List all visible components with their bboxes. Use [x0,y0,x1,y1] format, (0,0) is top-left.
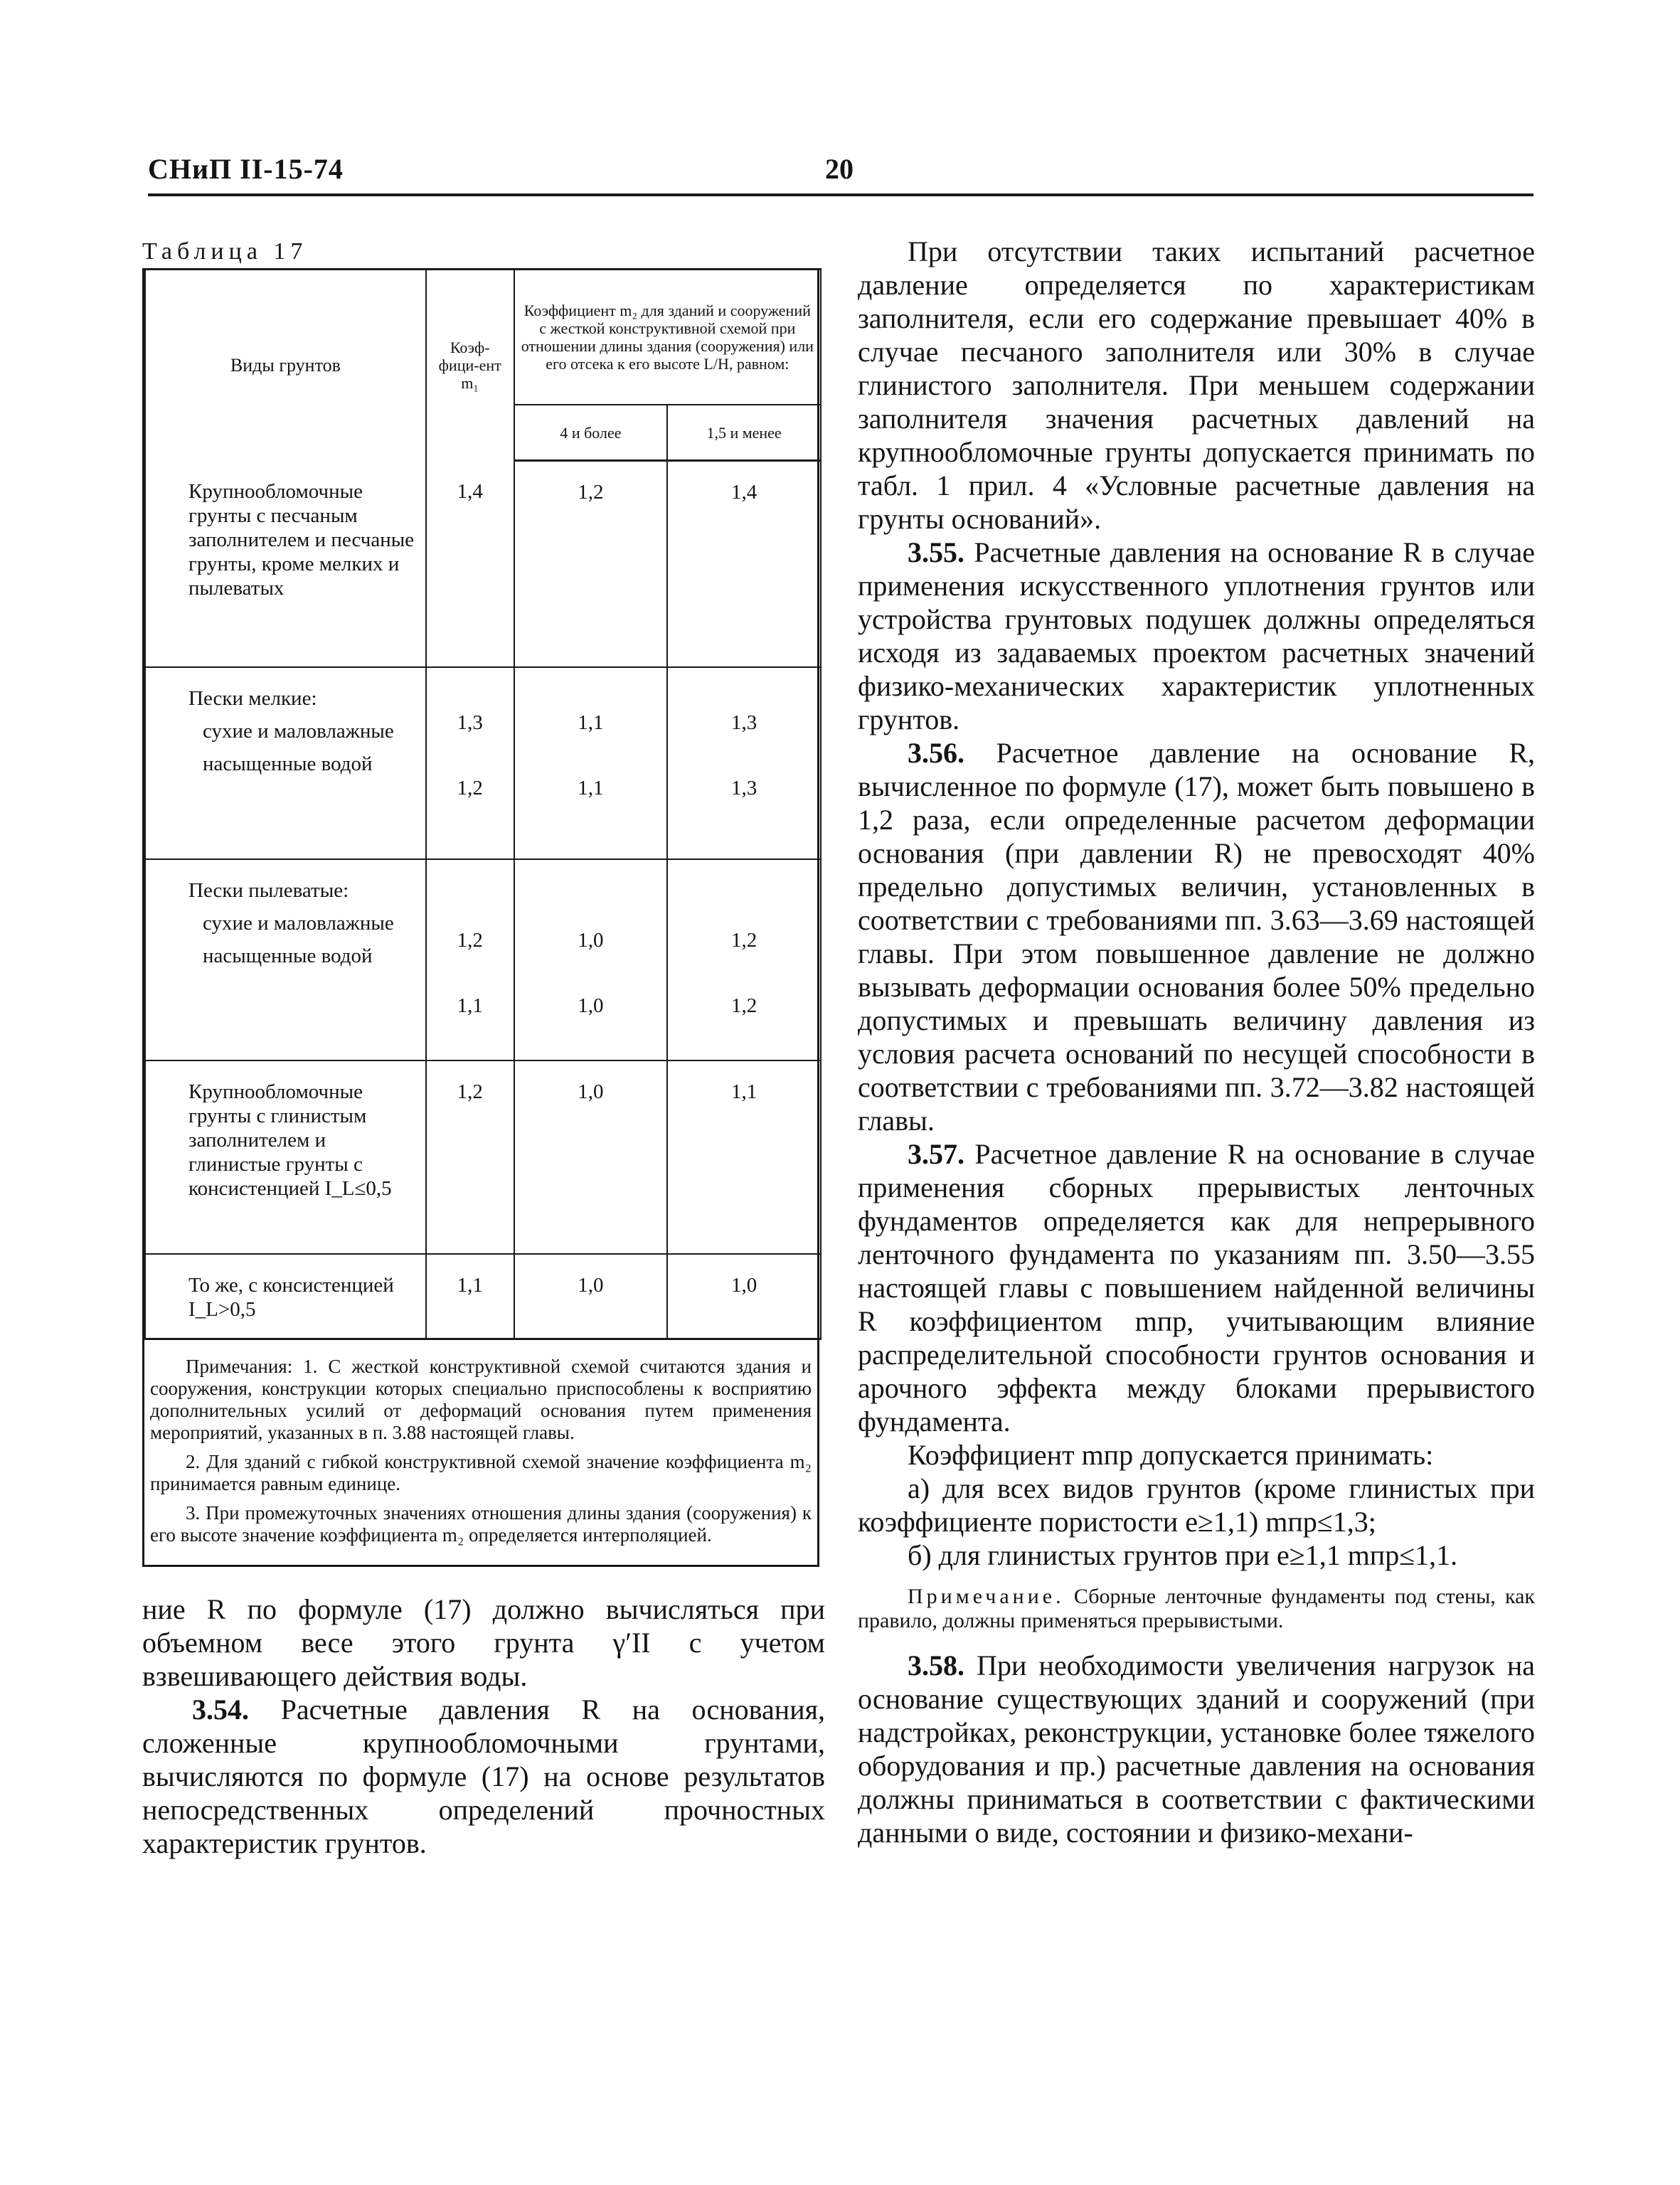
header-m1: Коэф-фици-ент m₁ [426,270,514,461]
row-sub-dry: сухие и маловлажные [203,911,394,935]
row-m2-4-dry: 1,1 [578,711,604,734]
header-m2: Коэффициент m₂ для зданий и сооружений с жесткой конструктивной схемой при отношении длины здания (сооружения) или его отсека к его высоте L/H, равном: [514,270,821,405]
row-kind: Пески мелкие: [188,686,317,710]
table-note-2: 2. Для зданий с гибкой конструктивной схемой значение коэффициента m₂ принимается равным единице. [150,1451,812,1494]
row-sub-saturated: насыщенные водой [203,752,373,775]
row-kind: Пески пылеватые: [188,878,349,902]
row-m2-15: 1,0 [667,1254,821,1339]
row-kind: То же, с консистенцией I_L>0,5 [145,1254,426,1339]
right-item-a: а) для всех видов грунтов (кроме глинистых при коэффициенте пористости e≥1,1) mпр≤1,3; [858,1472,1535,1538]
row-m1-saturated: 1,1 [457,994,483,1017]
section-3-56 [858,736,1535,1137]
right-note [858,1585,1535,1633]
soil-coefficients-table [144,268,822,1340]
table-row [145,1254,821,1339]
row-m2-4: 1,0 [514,1254,668,1339]
table-frame [142,268,819,1567]
section-number: 3.56. [908,737,964,769]
section-text: Расчетные давления на основание R в случае применения искусственного уплотнения грунтов или устройства грунтовых подушек должны определяться исходя из задаваемых проектом расчетных значений физико-механических характеристик уплотненных грунтов. [858,536,1535,735]
table-notes [144,1356,817,1546]
table-row [145,667,821,859]
page-header [148,152,1528,195]
section-number: 3.54. [192,1694,249,1726]
document-code: СНиП II-15-74 [148,153,344,185]
note-text: Сборные ленточные фундаменты под стены, как правило, должны применяться прерывистыми. [858,1585,1535,1632]
section-3-54 [142,1693,825,1860]
row-m2-4: 1,0 [514,1060,668,1254]
row-sub-saturated: насыщенные водой [203,944,373,967]
row-m2-15: 1,4 [667,461,821,667]
row-kind: Крупнообломочные грунты с глинистым заполнителем и глинистые грунты с консистенцией I_L≤0,5 [145,1060,426,1254]
section-3-58 [858,1649,1535,1849]
note-label: Примечание. [908,1585,1065,1608]
row-sub-dry: сухие и маловлажные [203,719,394,743]
row-m1-dry: 1,2 [457,928,483,952]
header-ratio-4: 4 и более [514,405,668,461]
section-text: Расчетное давление R на основание в случае применения сборных прерывистых ленточных фундаментов определяется как для непрерывного ленточного фундамента по указаниям пп. 3.50—3.55 настоящей главы с повышением найденной величины R коэффициентом mпр, учитывающим влияние распределительной способности грунтов основания и арочного эффекта между блоками прерывистого фундамента. [858,1138,1535,1437]
row-m1: 1,1 [426,1254,514,1339]
table-row [145,1060,821,1254]
section-text: При необходимости увеличения нагрузок на основание существующих зданий и сооружений (при надстройках, реконструкции, установке более тяжелого оборудования и пр.) расчетные давления на основания должны приниматься в соответствии с фактическими данными о виде, состоянии и физико-механи- [858,1649,1535,1849]
table-title: Таблица 17 [142,238,308,265]
row-m2-4-saturated: 1,1 [578,776,604,799]
header-rule [148,193,1533,196]
row-m2-4: 1,2 [514,461,668,667]
right-paragraph-coefficient: Коэффициент mпр допускается принимать: [908,1439,1434,1471]
row-m2-4-dry: 1,0 [578,928,604,952]
section-number: 3.58. [908,1649,964,1681]
row-m1-saturated: 1,2 [457,776,483,799]
row-m1: 1,2 [426,1060,514,1254]
row-m2-4-saturated: 1,0 [578,994,604,1017]
section-text: Расчетное давление на основание R, вычисленное по формуле (17), может быть повышено в 1,2 раза, если определенные расчетом деформации основания (при давлении R) не превосходят 40% предельно допустимых величин, установленных в соответствии с требованиями пп. 3.63—3.69 настоящей главы. При этом повышенное давление не должно вызывать деформации основания более 50% предельно допустимых и превышать величину давления из условия расчета оснований по несущей способности в соответствии с требованиями пп. 3.72—3.82 настоящей главы. [858,737,1536,1137]
right-paragraph-1: При отсутствии таких испытаний расчетное давление определяется по характеристикам заполнителя, если его содержание превышает 40% в случае песчаного заполнителя или 30% в случае глинистого заполнителя. При меньшем содержании заполнителя значения расчетных давлений на крупнообломочные грунты допускается принимать по табл. 1 прил. 4 «Условные расчетные давления на грунты оснований». [858,235,1535,535]
row-m1: 1,4 [426,461,514,667]
right-item-b: б) для глинистых грунтов при e≥1,1 mпр≤1,1. [908,1539,1458,1571]
row-kind: Крупнообломочные грунты с песчаным заполнителем и песчаные грунты, кроме мелких и пылеватых [145,461,426,667]
table-note-1: Примечания: 1. С жесткой конструктивной схемой считаются здания и сооружения, конструкции которых специально приспособлены к восприятию дополнительных усилий от деформаций основания путем применения мероприятий, указанных в п. 3.88 настоящей главы. [150,1356,812,1443]
section-3-55 [858,536,1535,736]
header-ratio-15: 1,5 и менее [667,405,821,461]
row-m2-15-dry: 1,2 [730,928,757,952]
section-number: 3.57. [908,1138,964,1170]
row-m2-15-saturated: 1,3 [730,776,757,799]
left-column [142,235,825,1860]
row-m2-15-dry: 1,3 [730,711,757,734]
page-number: 20 [825,153,854,185]
section-3-57 [858,1137,1535,1438]
section-number: 3.55. [908,536,964,568]
row-m2-15-saturated: 1,2 [730,994,757,1017]
right-column [858,235,1535,1849]
table-row [145,859,821,1060]
left-paragraph-continuation: ние R по формуле (17) должно вычисляться при объемном весе этого грунта γ′II с учетом взвешивающего действия воды. [142,1593,825,1692]
section-text: Расчетные давления R на основания, сложенные крупнообломочными грунтами, вычисляются по формуле (17) на основе результатов непосредственных определений прочностных характеристик грунтов. [142,1694,825,1859]
row-m1-dry: 1,3 [457,711,483,734]
table-note-3: 3. При промежуточных значениях отношения длины здания (сооружения) к его высоте значение коэффициента m₂ определяется интерполяцией. [150,1502,812,1546]
table-row [145,461,821,667]
header-soil-kind: Виды грунтов [145,270,426,461]
row-m2-15: 1,1 [667,1060,821,1254]
